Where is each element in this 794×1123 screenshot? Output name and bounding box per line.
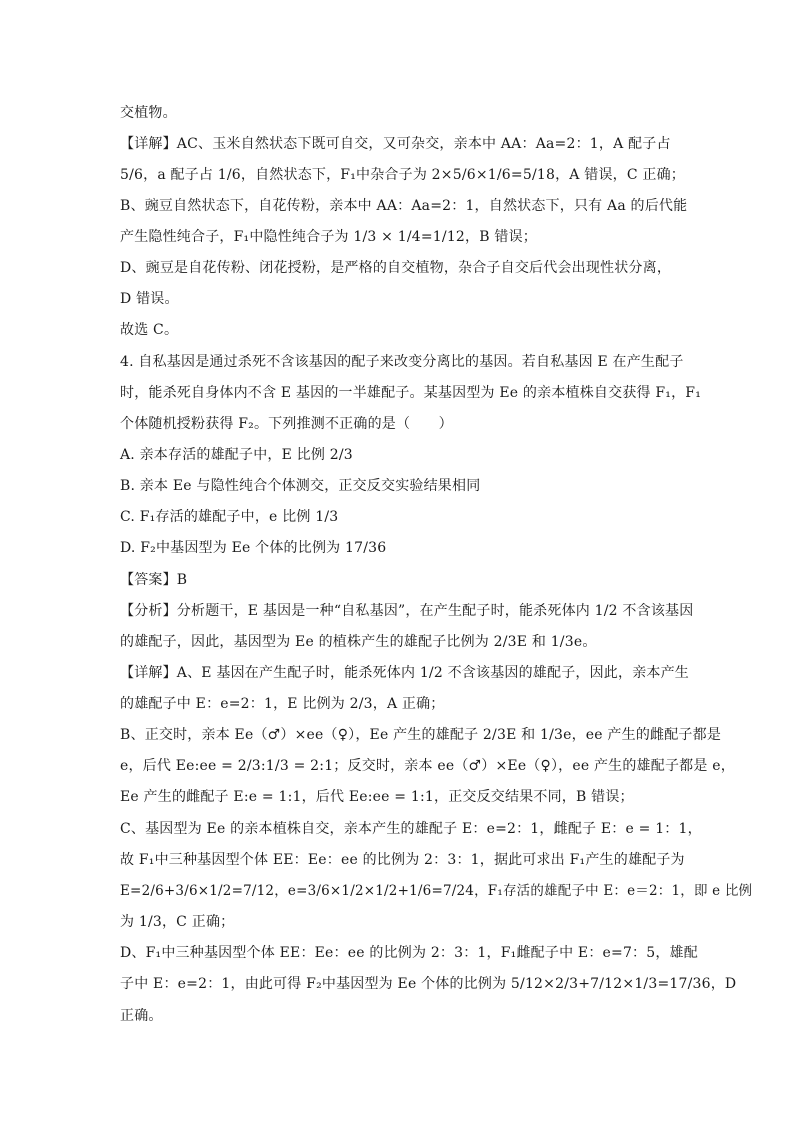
explanation-line: Ee 产生的雌配子 E:e = 1:1，后代 Ee:ee = 1:1，正交反交结果不同，B 错误； [120,789,634,805]
explanation-line: 正确。 [120,1008,163,1024]
question-stem: 4. 自私基因是通过杀死不含该基因的配子来改变分离比的基因。若自私基因 E 在产生配子 [120,354,684,370]
option-c: C. F₁存活的雄配子中，e 比例 1/3 [120,509,339,525]
text-line: 故选 C。 [120,322,179,338]
text-line: 【详解】AC、玉米自然状态下既可自交，又可杂交，亲本中 AA：Aa=2：1，A 配子占 [120,136,671,152]
question-stem: 个体随机授粉获得 F₂。下列推测不正确的是（ ） [120,416,453,432]
option-d: D. F₂中基因型为 Ee 个体的比例为 17/36 [120,540,387,556]
analysis-line: 【分析】分析题干，E 基因是一种“自私基因”，在产生配子时，能杀死体内 1/2 不含该基因 [120,603,694,619]
explanation-line: 子中 E：e=2：1，由此可得 F₂中基因型为 Ee 个体的比例为 5/12×2/3+7/12×1/3=17/36，D [120,976,737,992]
text-line: 5/6，a 配子占 1/6，自然状态下，F₁中杂合子为 2×5/6×1/6=5/18，A 错误，C 正确； [120,167,686,183]
option-b: B. 亲本 Ee 与隐性纯合个体测交，正交反交实验结果相同 [120,478,481,494]
text-line: 产生隐性纯合子，F₁中隐性纯合子为 1/3 × 1/4=1/12，B 错误； [120,229,537,245]
text-line: B、豌豆自然状态下，自花传粉，亲本中 AA：Aa=2：1，自然状态下，只有 Aa 的后代能 [120,198,688,214]
explanation-line: D、F₁中三种基因型个体 EE：Ee：ee 的比例为 2：3：1，F₁雌配子中 E：e=7：5，雄配 [120,945,698,961]
analysis-line: 的雄配子，因此，基因型为 Ee 的植株产生的雄配子比例为 2/3E 和 1/3e。 [120,634,597,650]
answer-line: 【答案】B [120,572,188,588]
explanation-line: E=2/6+3/6×1/2=7/12，e=3/6×1/2×1/2+1/6=7/24，F₁存活的雄配子中 E：e＝2：1，即 e 比例 [120,883,753,899]
text-line: 交植物。 [120,105,177,121]
explanation-line: e，后代 Ee:ee = 2/3:1/3 = 2:1；反交时，亲本 ee（♂）×Ee（♀），ee 产生的雄配子都是 e， [120,758,735,774]
question-stem: 时，能杀死自身体内不含 E 基因的一半雄配子。某基因型为 Ee 的亲本植株自交获得 F₁，F₁ [120,385,702,401]
explanation-line: 的雄配子中 E：e=2：1，E 比例为 2/3，A 正确； [120,696,445,712]
option-a: A. 亲本存活的雄配子中，E 比例 2/3 [120,447,353,463]
explanation-line: B、正交时，亲本 Ee（♂）×ee（♀），Ee 产生的雄配子 2/3E 和 1/3e，ee 产生的雌配子都是 [120,727,722,743]
explanation-line: C、基因型为 Ee 的亲本植株自交，亲本产生的雄配子 E：e=2：1，雌配子 E：e = 1：1， [120,821,702,837]
explanation-line: 为 1/3，C 正确； [120,914,235,930]
text-line: D、豌豆是自花传粉、闭花授粉，是严格的自交植物，杂合子自交后代会出现性状分离， [120,260,672,276]
explanation-line: 故 F₁中三种基因型个体 EE：Ee：ee 的比例为 2：3：1，据此可求出 F₁产生的雄配子为 [120,852,685,868]
explanation-line: 【详解】A、E 基因在产生配子时，能杀死体内 1/2 不含该基因的雄配子，因此，亲本产生 [120,665,690,681]
text-line: D 错误。 [120,291,179,307]
